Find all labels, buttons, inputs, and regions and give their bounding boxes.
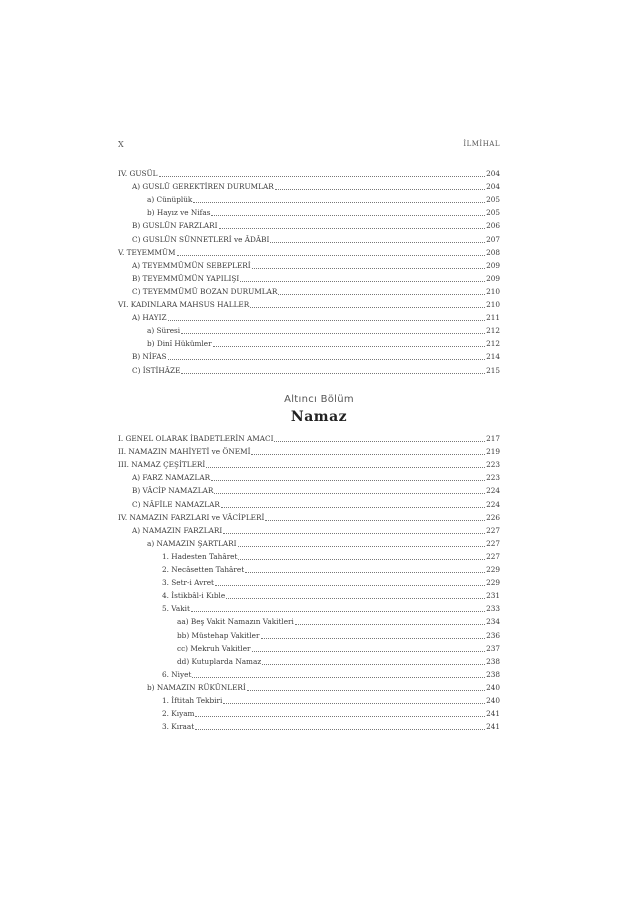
toc-entry-label: a) Cünüplük (147, 195, 193, 205)
toc-entry-page: 241 (486, 709, 500, 719)
toc-entry-page: 205 (486, 195, 500, 205)
toc-entry (162, 668, 500, 680)
toc-entry (147, 324, 500, 336)
toc-entry-label: dd) Kutuplarda Namaz (177, 656, 262, 666)
toc-entry-page: 240 (486, 682, 500, 692)
toc-entry-label: b) Dinî Hükümler (147, 339, 212, 349)
toc-entry (132, 498, 500, 510)
toc-entry-label: B) VÂCİP NAMAZLAR (132, 486, 214, 496)
dot-leader (238, 545, 486, 547)
toc-entry-page: 206 (486, 221, 500, 231)
toc-entry-page: 212 (486, 326, 500, 336)
toc-entry-page: 233 (486, 604, 500, 614)
toc-entry-page: 227 (486, 551, 500, 561)
toc-entry (162, 720, 500, 732)
toc-entry-label: III. NAMAZ ÇEŞİTLERİ (118, 460, 206, 470)
running-title: İLMİHAL (463, 140, 500, 148)
dot-leader (274, 440, 485, 442)
toc-entry-page: 238 (486, 656, 500, 666)
toc-entry (132, 180, 500, 192)
dot-leader (270, 241, 485, 243)
toc-entry-page: 229 (486, 565, 500, 574)
toc-entry-label: A) TEYEMMÜMÜN SEBEPLERİ (132, 260, 251, 270)
dot-leader (240, 280, 485, 282)
dot-leader (251, 453, 485, 455)
toc-entry-label: a) NAMAZIN ŞARTLARI (147, 538, 237, 548)
toc-entry-page: 215 (486, 365, 500, 375)
toc-entry-page: 219 (486, 447, 500, 457)
toc-entry-label: A) GUSLÜ GEREKTİREN DURUMLAR (132, 182, 274, 192)
dot-leader (247, 689, 485, 691)
toc-entry (177, 655, 500, 667)
dot-leader (261, 637, 486, 639)
toc-entry (162, 589, 500, 601)
dot-leader (181, 332, 485, 334)
toc-entry-label: bb) Müstehap Vakitler (177, 630, 260, 640)
dot-leader (295, 623, 485, 625)
toc-entry-page: 204 (486, 169, 500, 178)
toc-entry-label: 2. Kıyam (162, 709, 195, 719)
dot-leader (265, 519, 485, 521)
toc-entry-page: 234 (486, 617, 500, 627)
section-title: Namaz (290, 409, 348, 425)
dot-leader (211, 214, 485, 216)
toc-entry (118, 298, 500, 310)
toc-entry-label: I. GENEL OLARAK İBADETLERİN AMACI (118, 434, 274, 443)
toc-entry-page: 231 (486, 591, 500, 601)
toc-entry-page: 240 (486, 696, 500, 705)
dot-leader (219, 227, 486, 229)
dot-leader (262, 663, 485, 665)
toc-entry (118, 246, 500, 258)
toc-entry-label: C) TEYEMMÜMÜ BOZAN DURUMLAR (132, 286, 278, 296)
dot-leader (215, 584, 485, 586)
dot-leader (192, 676, 485, 678)
toc-entry (132, 272, 500, 284)
dot-leader (275, 188, 485, 190)
toc-entry-label: 3. Setr-i Avret (162, 578, 214, 588)
toc-entry (177, 629, 500, 641)
toc-entry-page: 209 (486, 260, 500, 270)
dot-leader (168, 319, 486, 321)
toc-entry-label: A) NAMAZIN FARZLARI (132, 525, 223, 535)
dot-leader (252, 267, 485, 269)
dot-leader (195, 715, 485, 717)
toc-entry-label: aa) Beş Vakit Namazın Vakitleri (177, 617, 294, 627)
dot-leader (206, 466, 485, 468)
dot-leader (223, 532, 485, 534)
toc-entry (132, 524, 500, 536)
toc-entry (147, 681, 500, 693)
toc-entry-label: cc) Mekruh Vakitler (177, 643, 251, 653)
dot-leader (181, 372, 485, 374)
toc-entry-page: 237 (486, 643, 500, 653)
toc-entry-label: b) Hayız ve Nifas (147, 208, 211, 218)
toc-entry-label: 1. İftitah Tekbiri (162, 696, 223, 705)
toc-entry-page: 217 (486, 434, 500, 443)
toc-entry (132, 285, 500, 297)
running-header (118, 140, 500, 154)
toc-entry-label: C) NÂFİLE NAMAZLAR (132, 499, 220, 509)
toc-entry (132, 311, 500, 323)
dot-leader (252, 650, 486, 652)
toc-entry-label: A) FARZ NAMAZLAR (132, 473, 211, 483)
toc-entry-label: 1. Hadesten Tahâret (162, 551, 238, 561)
toc-entry-page: 224 (486, 486, 500, 496)
toc-entry (147, 193, 500, 205)
toc-entry (118, 167, 500, 179)
toc-entry (132, 471, 500, 483)
toc-entry-page: 209 (486, 273, 500, 283)
toc-entry-page: 208 (486, 247, 500, 257)
toc-entry-page: 205 (486, 208, 500, 218)
toc-entry-page: 211 (486, 313, 500, 323)
dot-leader (168, 358, 486, 360)
dot-leader (195, 728, 485, 730)
toc-entry (162, 576, 500, 588)
toc-entry-label: 5. Vakit (162, 604, 190, 614)
toc-entry-page: 227 (486, 525, 500, 535)
toc-entry (147, 206, 500, 218)
toc-entry-page: 210 (486, 286, 500, 296)
toc-entry-label: B) TEYEMMÜMÜN YAPILIŞI (132, 273, 240, 283)
toc-entry-label: C) İSTİHÂZE (132, 365, 181, 375)
toc-entry-label: IV. GUSÜL (118, 169, 158, 178)
toc-entry-label: b) NAMAZIN RÜKÜNLERİ (147, 682, 246, 692)
dot-leader (223, 702, 485, 704)
toc-entry-page: 238 (486, 669, 500, 679)
toc-entry-label: a) Süresi (147, 326, 181, 336)
toc-entry-page: 223 (486, 473, 500, 483)
toc-entry (177, 642, 500, 654)
dot-leader (245, 571, 485, 573)
toc-entry (118, 458, 500, 470)
dot-leader (213, 345, 485, 347)
toc-entry-page: 227 (486, 538, 500, 548)
toc-entry (132, 364, 500, 376)
dot-leader (238, 558, 485, 560)
toc-entry (118, 445, 500, 457)
toc-entry-label: 2. Necâsetten Tahâret (162, 565, 245, 574)
toc-entry-label: 4. İstikbâl-i Kıble (162, 591, 226, 601)
dot-leader (214, 492, 485, 494)
toc-entry (162, 563, 500, 575)
toc-entry-page: 224 (486, 499, 500, 509)
toc-entry-label: VI. KADINLARA MAHSUS HALLER (118, 300, 250, 309)
toc-entry-page: 229 (486, 578, 500, 588)
toc-entry (162, 707, 500, 719)
toc-entry-page: 236 (486, 630, 500, 640)
toc-entry-label: A) HAYIZ (132, 313, 167, 323)
toc-entry (118, 511, 500, 523)
toc-entry (132, 484, 500, 496)
toc-entry (132, 233, 500, 245)
toc-entry-page: 226 (486, 512, 500, 522)
toc-entry-label: B) NİFAS (132, 352, 167, 362)
dot-leader (177, 254, 486, 256)
toc-entry-label: 3. Kıraat (162, 722, 195, 732)
page-number: X (118, 140, 124, 149)
toc-entry-label: V. TEYEMMÜM (118, 247, 176, 257)
toc-entry-label: IV. NAMAZIN FARZLARI ve VÂCİPLERİ (118, 512, 265, 522)
toc-entry (177, 615, 500, 627)
toc-entry (162, 602, 500, 614)
toc-entry-label: B) GUSLÜN FARZLARI (132, 221, 218, 231)
toc-entry (162, 550, 500, 562)
toc-entry-label: II. NAMAZIN MAHİYETİ ve ÖNEMİ (118, 447, 251, 457)
toc-entry-page: 207 (486, 234, 500, 244)
toc-entry-page: 204 (486, 182, 500, 192)
dot-leader (278, 293, 485, 295)
toc-entry (162, 694, 500, 706)
toc-entry-page: 210 (486, 300, 500, 309)
toc-entry-page: 241 (486, 722, 500, 732)
dot-leader (221, 506, 485, 508)
section-subtitle: Altıncı Bölüm (284, 394, 354, 405)
toc-entry (147, 337, 500, 349)
toc-entry (118, 432, 500, 444)
toc-entry-page: 223 (486, 460, 500, 470)
dot-leader (211, 479, 485, 481)
toc-entry-label: C) GUSLÜN SÜNNETLERİ ve ÂDÂBI (132, 234, 270, 244)
dot-leader (193, 201, 485, 203)
dot-leader (250, 306, 485, 308)
toc-entry-page: 212 (486, 339, 500, 349)
toc-entry-label: 6. Niyet (162, 669, 192, 679)
dot-leader (191, 610, 485, 612)
toc-entry (147, 537, 500, 549)
dot-leader (226, 597, 485, 599)
toc-entry (132, 219, 500, 231)
toc-entry (132, 259, 500, 271)
toc-entry (132, 350, 500, 362)
dot-leader (159, 175, 486, 177)
toc-entry-page: 214 (486, 352, 500, 362)
